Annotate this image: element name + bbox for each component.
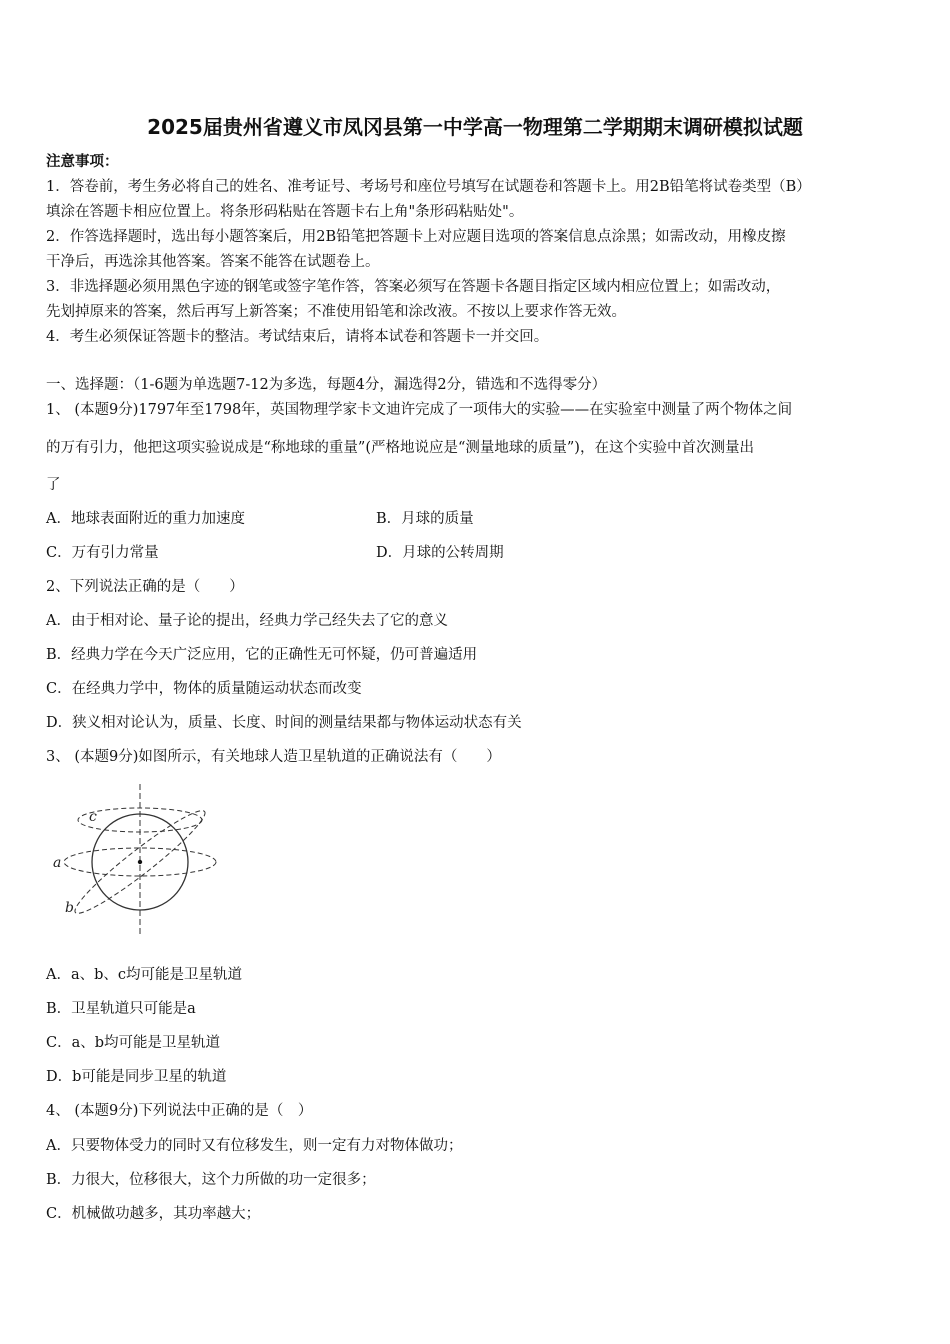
section-heading: 一、选择题：（1-6题为单选题7-12为多选，每题4分，漏选得2分，错选和不选得零分） bbox=[46, 377, 607, 393]
page-title: 2025届贵州省遵义市凤冈县第一中学高一物理第二学期期末调研模拟试题 bbox=[147, 115, 803, 139]
notice-heading: 注意事项： bbox=[46, 153, 119, 170]
q1-stem-line: 的万有引力，他把这项实验说成是“称地球的重量”(严格地说应是“测量地球的质量”)，在这个实验中首次测量出 bbox=[46, 440, 754, 456]
earth-center-dot bbox=[138, 860, 142, 864]
notice-line: 干净后，再选涂其他答案。答案不能答在试题卷上。 bbox=[46, 254, 380, 270]
label-c: c bbox=[89, 809, 97, 825]
q1-stem-line: 1、 (本题9分)1797年至1798年，英国物理学家卡文迪许完成了一项伟大的实验——在实验室中测量了两个物体之间 bbox=[46, 402, 793, 418]
q2-option-b: B．经典力学在今天广泛应用，它的正确性无可怀疑，仍可普遍适用 bbox=[46, 647, 478, 663]
notice-line: 4．考生必须保证答题卡的整洁。考试结束后，请将本试卷和答题卡一并交回。 bbox=[46, 329, 549, 345]
q3-option-a: A．a、b、c均可能是卫星轨道 bbox=[46, 967, 243, 983]
q4-stem: 4、 (本题9分)下列说法中正确的是（ ） bbox=[46, 1103, 313, 1119]
label-b: b bbox=[65, 900, 74, 916]
q1-stem-line: 了 bbox=[46, 477, 61, 493]
q2-stem: 2、下列说法正确的是（ ） bbox=[46, 579, 244, 595]
q3-option-b: B．卫星轨道只可能是a bbox=[46, 1001, 196, 1017]
notice-line: 2．作答选择题时，选出每小题答案后，用2B铅笔把答题卡上对应题目选项的答案信息点涂黑；如需改动，用橡皮擦 bbox=[46, 229, 786, 245]
q1-option-a: A．地球表面附近的重力加速度 bbox=[46, 511, 245, 527]
q2-option-c: C．在经典力学中，物体的质量随运动状态而改变 bbox=[46, 681, 362, 697]
q4-option-a: A．只要物体受力的同时又有位移发生，则一定有力对物体做功； bbox=[46, 1138, 463, 1154]
q3-stem: 3、 (本题9分)如图所示，有关地球人造卫星轨道的正确说法有（ ） bbox=[46, 749, 501, 765]
q4-option-b: B．力很大，位移很大，这个力所做的功一定很多； bbox=[46, 1172, 376, 1188]
q2-option-d: D．狭义相对论认为，质量、长度、时间的测量结果都与物体运动状态有关 bbox=[46, 715, 522, 731]
q3-option-c: C．a、b均可能是卫星轨道 bbox=[46, 1035, 221, 1051]
label-a: a bbox=[53, 855, 62, 871]
satellite-orbit-figure bbox=[46, 782, 226, 942]
notice-line: 1．答卷前，考生务必将自己的姓名、准考证号、考场号和座位号填写在试题卷和答题卡上。用2B铅笔将试卷类型（B） bbox=[46, 179, 811, 195]
notice-line: 先划掉原来的答案，然后再写上新答案；不准使用铅笔和涂改液。不按以上要求作答无效。 bbox=[46, 304, 626, 320]
notice-line: 3．非选择题必须用黑色字迹的钢笔或签字笔作答，答案必须写在答题卡各题目指定区域内相应位置上；如需改动， bbox=[46, 279, 781, 295]
q1-option-b: B．月球的质量 bbox=[376, 511, 474, 527]
q3-option-d: D．b可能是同步卫星的轨道 bbox=[46, 1069, 227, 1085]
notice-line: 填涂在答题卡相应位置上。将条形码粘贴在答题卡右上角"条形码粘贴处"。 bbox=[46, 204, 524, 220]
q1-option-d: D．月球的公转周期 bbox=[376, 545, 504, 561]
q1-option-c: C．万有引力常量 bbox=[46, 545, 159, 561]
q4-option-c: C．机械做功越多，其功率越大； bbox=[46, 1206, 261, 1222]
q2-option-a: A．由于相对论、量子论的提出，经典力学己经失去了它的意义 bbox=[46, 613, 448, 629]
